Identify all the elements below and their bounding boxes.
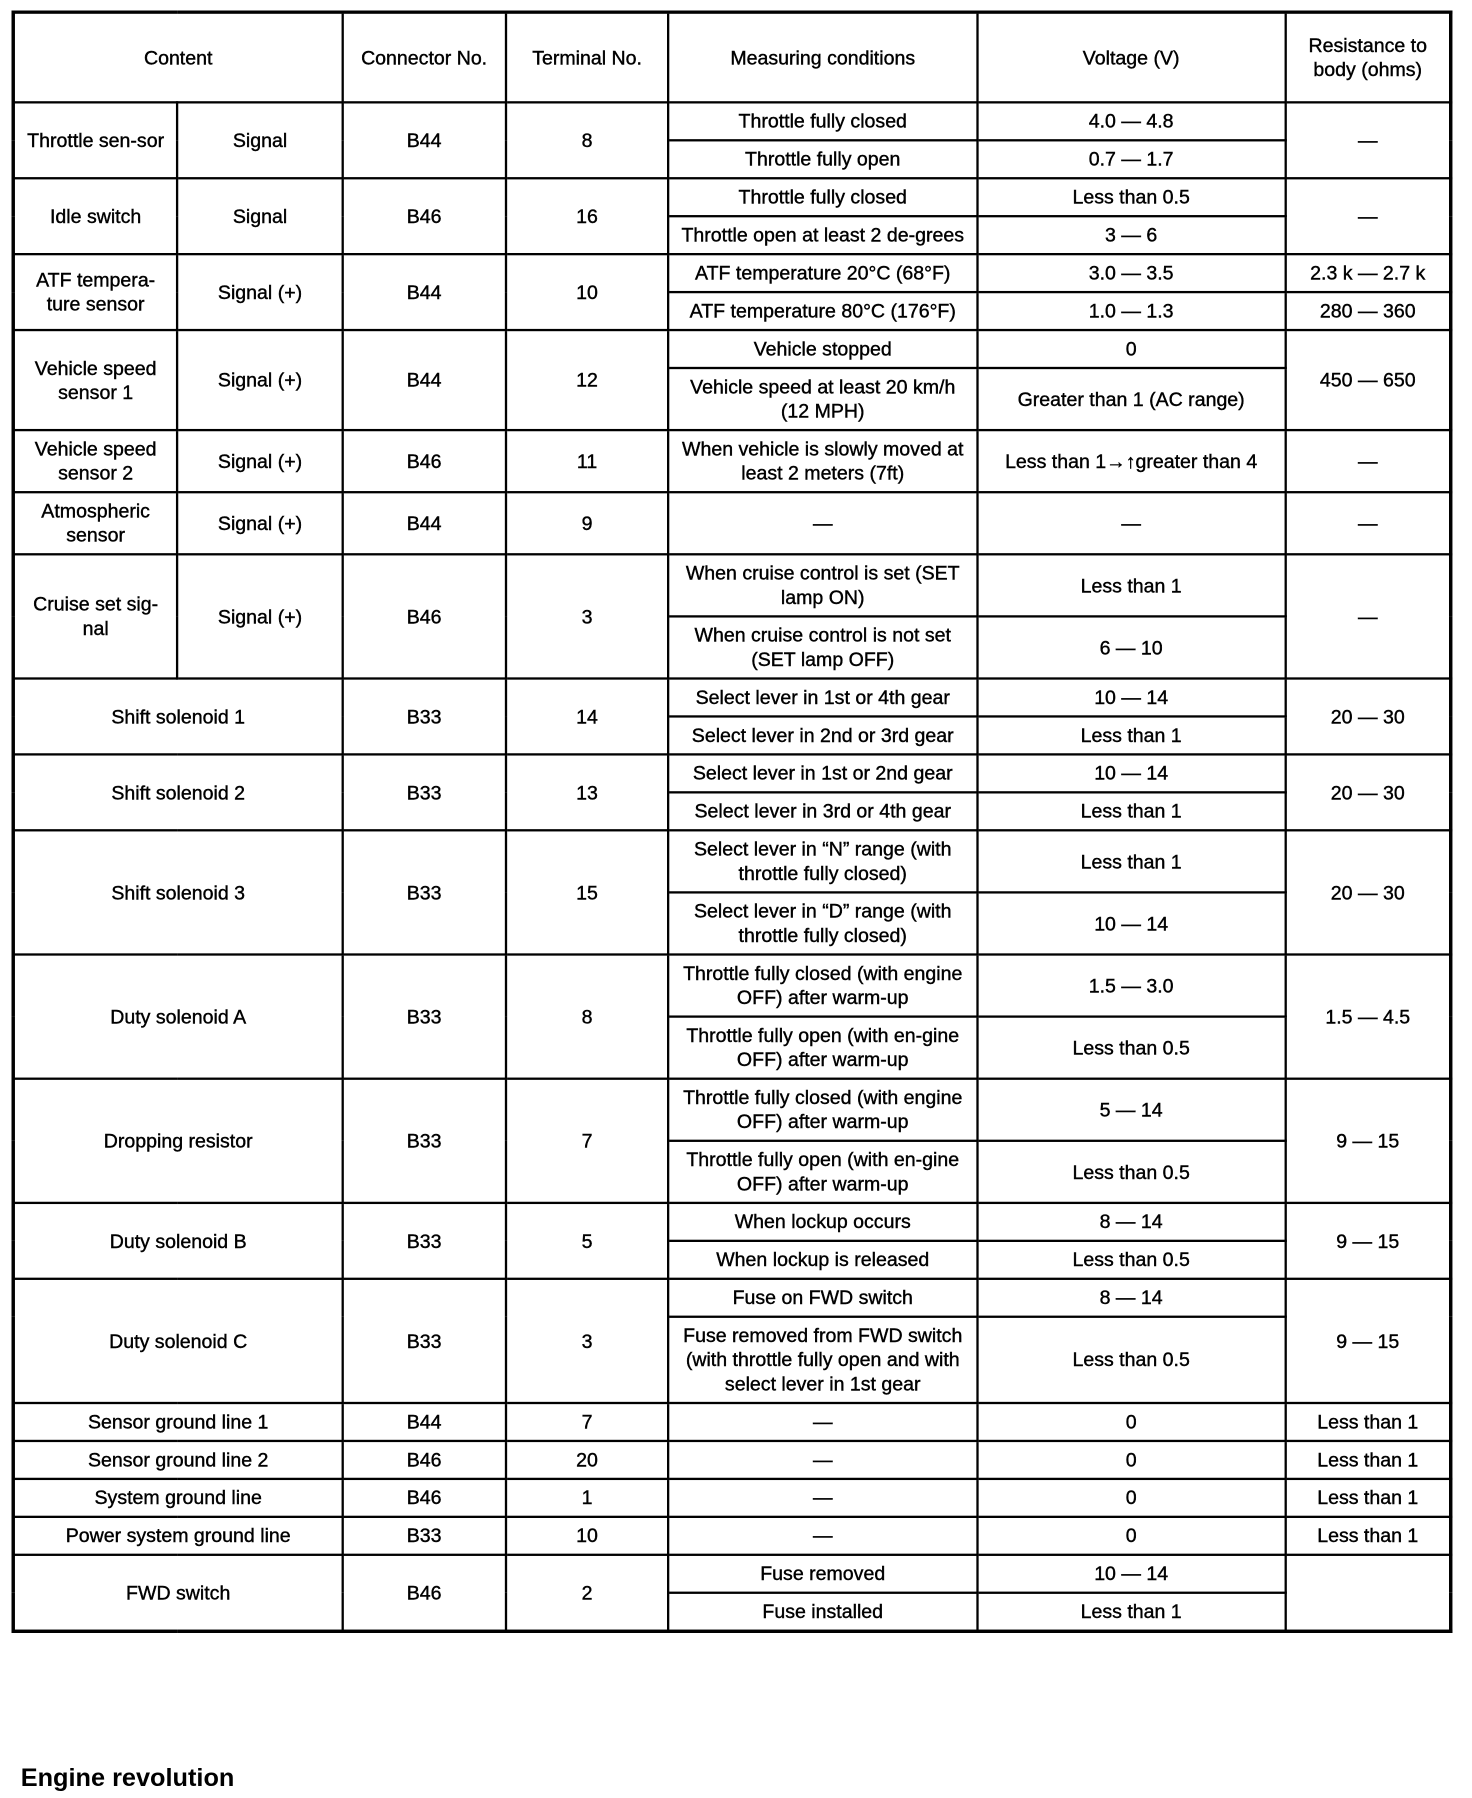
- condition-cell: When lockup occurs: [669, 1203, 977, 1241]
- condition-cell: ATF temperature 20°C (68°F): [669, 254, 977, 292]
- terminal-cell: 7: [506, 1079, 669, 1203]
- resistance-cell: 9 — 15: [1285, 1079, 1450, 1203]
- content-cell: Atmospheric sensor: [13, 492, 177, 554]
- table-row: [13, 330, 1451, 368]
- voltage-cell: Less than 0.5: [977, 178, 1285, 216]
- condition-cell: Fuse removed: [669, 1555, 977, 1593]
- content-cell: Idle switch: [13, 178, 177, 254]
- content-cell: Throttle sen-sor: [13, 102, 177, 178]
- terminal-cell: 8: [506, 102, 669, 178]
- condition-cell: Throttle fully closed: [669, 178, 977, 216]
- resistance-cell: —: [1285, 554, 1450, 678]
- resistance-cell: 20 — 30: [1285, 754, 1450, 830]
- table-row: [13, 254, 1451, 292]
- condition-cell: —: [669, 1479, 977, 1517]
- content-cell: Shift solenoid 1: [13, 679, 342, 755]
- signal-type-cell: Signal: [177, 102, 342, 178]
- signal-type-cell: Signal (+): [177, 492, 342, 554]
- voltage-cell: Less than 0.5: [977, 1317, 1285, 1403]
- table-row: [13, 178, 1451, 216]
- connector-cell: B33: [343, 1279, 506, 1403]
- content-cell: Power system ground line: [13, 1517, 342, 1555]
- connector-cell: B33: [343, 679, 506, 755]
- signal-type-cell: Signal (+): [177, 254, 342, 330]
- voltage-cell: Less than 1: [977, 792, 1285, 830]
- condition-cell: Select lever in 1st or 4th gear: [669, 679, 977, 717]
- voltage-cell: 0.7 — 1.7: [977, 140, 1285, 178]
- voltage-cell: 0: [977, 1441, 1285, 1479]
- condition-cell: Fuse on FWD switch: [669, 1279, 977, 1317]
- connector-cell: B33: [343, 830, 506, 954]
- condition-cell: Select lever in “D” range (with throttle fully closed): [669, 892, 977, 954]
- connector-cell: B33: [343, 1203, 506, 1279]
- terminal-cell: 5: [506, 1203, 669, 1279]
- table-row: [13, 1517, 1451, 1555]
- condition-cell: Select lever in 3rd or 4th gear: [669, 792, 977, 830]
- resistance-cell: —: [1285, 430, 1450, 492]
- content-cell: Shift solenoid 2: [13, 754, 342, 830]
- terminal-cell: 11: [506, 430, 669, 492]
- connector-cell: B33: [343, 754, 506, 830]
- condition-cell: Throttle fully open (with en-gine OFF) after warm-up: [669, 1017, 977, 1079]
- signal-type-cell: Signal: [177, 178, 342, 254]
- voltage-cell: 0: [977, 330, 1285, 368]
- voltage-cell: 0: [977, 1479, 1285, 1517]
- condition-cell: Throttle fully closed (with engine OFF) after warm-up: [669, 1079, 977, 1141]
- connector-cell: B46: [343, 554, 506, 678]
- resistance-cell: 9 — 15: [1285, 1279, 1450, 1403]
- condition-cell: Fuse removed from FWD switch (with throttle fully open and with select lever in 1st gear: [669, 1317, 977, 1403]
- content-cell: Vehicle speed sensor 2: [13, 430, 177, 492]
- table-row: [13, 1555, 1451, 1593]
- terminal-cell: 3: [506, 1279, 669, 1403]
- voltage-cell: 10 — 14: [977, 892, 1285, 954]
- connector-cell: B44: [343, 254, 506, 330]
- voltage-cell: Less than 0.5: [977, 1017, 1285, 1079]
- condition-cell: Throttle fully closed: [669, 102, 977, 140]
- voltage-cell: 1.5 — 3.0: [977, 955, 1285, 1017]
- condition-cell: When lockup is released: [669, 1241, 977, 1279]
- signal-type-cell: Signal (+): [177, 430, 342, 492]
- content-cell: ATF tempera-ture sensor: [13, 254, 177, 330]
- table-row: [13, 1079, 1451, 1141]
- content-cell: Sensor ground line 2: [13, 1441, 342, 1479]
- terminal-cell: 15: [506, 830, 669, 954]
- voltage-cell: —: [977, 492, 1285, 554]
- voltage-cell: 4.0 — 4.8: [977, 102, 1285, 140]
- voltage-cell: 0: [977, 1403, 1285, 1441]
- terminal-cell: 1: [506, 1479, 669, 1517]
- resistance-cell: 20 — 30: [1285, 679, 1450, 755]
- table-row: [13, 830, 1451, 892]
- connector-cell: B46: [343, 1555, 506, 1631]
- table-row: [13, 1441, 1451, 1479]
- voltage-cell: Less than 1: [977, 830, 1285, 892]
- condition-cell: —: [669, 1403, 977, 1441]
- table-row: [13, 492, 1451, 554]
- table-row: [13, 1403, 1451, 1441]
- condition-cell: When cruise control is not set (SET lamp OFF): [669, 616, 977, 678]
- condition-cell: Vehicle speed at least 20 km/h (12 MPH): [669, 368, 977, 430]
- table-row: [13, 1279, 1451, 1317]
- content-cell: Duty solenoid C: [13, 1279, 342, 1403]
- voltage-cell: 10 — 14: [977, 679, 1285, 717]
- resistance-cell: 1.5 — 4.5: [1285, 955, 1450, 1079]
- resistance-cell: Less than 1: [1285, 1517, 1450, 1555]
- header-conditions: Measuring conditions: [669, 12, 977, 102]
- terminal-cell: 8: [506, 955, 669, 1079]
- condition-cell: When cruise control is set (SET lamp ON): [669, 554, 977, 616]
- voltage-cell: Greater than 1 (AC range): [977, 368, 1285, 430]
- terminal-cell: 10: [506, 1517, 669, 1555]
- condition-cell: Throttle fully closed (with engine OFF) after warm-up: [669, 955, 977, 1017]
- connector-cell: B46: [343, 1441, 506, 1479]
- table-body: [13, 102, 1451, 1631]
- resistance-cell: 20 — 30: [1285, 830, 1450, 954]
- voltage-cell: 0: [977, 1517, 1285, 1555]
- voltage-cell: 8 — 14: [977, 1279, 1285, 1317]
- content-cell: Cruise set sig-nal: [13, 554, 177, 678]
- condition-cell: Fuse installed: [669, 1593, 977, 1632]
- condition-cell: —: [669, 1517, 977, 1555]
- content-cell: Duty solenoid B: [13, 1203, 342, 1279]
- table-row: [13, 1479, 1451, 1517]
- header-resistance: Resistance to body (ohms): [1285, 12, 1450, 102]
- content-cell: Shift solenoid 3: [13, 830, 342, 954]
- resistance-cell: Less than 1: [1285, 1479, 1450, 1517]
- voltage-cell: 3 — 6: [977, 216, 1285, 254]
- condition-cell: Throttle fully open (with en-gine OFF) after warm-up: [669, 1141, 977, 1203]
- section-caption: Engine revolution: [20, 1762, 235, 1792]
- connector-cell: B44: [343, 330, 506, 430]
- resistance-cell: [1285, 1555, 1450, 1631]
- condition-cell: —: [669, 492, 977, 554]
- resistance-cell: 450 — 650: [1285, 330, 1450, 430]
- header-content: Content: [13, 12, 342, 102]
- condition-cell: Vehicle stopped: [669, 330, 977, 368]
- voltage-cell: Less than 1: [977, 716, 1285, 754]
- terminal-cell: 20: [506, 1441, 669, 1479]
- terminal-cell: 13: [506, 754, 669, 830]
- table-row: [13, 1203, 1451, 1241]
- terminal-cell: 10: [506, 254, 669, 330]
- terminal-cell: 9: [506, 492, 669, 554]
- condition-cell: Throttle fully open: [669, 140, 977, 178]
- connector-cell: B44: [343, 102, 506, 178]
- condition-cell: Select lever in 2nd or 3rd gear: [669, 716, 977, 754]
- ecu-terminal-spec-table: [12, 10, 1453, 1633]
- voltage-cell: 10 — 14: [977, 754, 1285, 792]
- condition-cell: Select lever in 1st or 2nd gear: [669, 754, 977, 792]
- resistance-cell: —: [1285, 178, 1450, 254]
- table-row: [13, 679, 1451, 717]
- voltage-cell: 8 — 14: [977, 1203, 1285, 1241]
- voltage-cell: Less than 1→↑greater than 4: [977, 430, 1285, 492]
- voltage-cell: 6 — 10: [977, 616, 1285, 678]
- terminal-cell: 2: [506, 1555, 669, 1631]
- condition-cell: ATF temperature 80°C (176°F): [669, 292, 977, 330]
- signal-type-cell: Signal (+): [177, 554, 342, 678]
- resistance-cell: 9 — 15: [1285, 1203, 1450, 1279]
- condition-cell: Select lever in “N” range (with throttle fully closed): [669, 830, 977, 892]
- terminal-cell: 3: [506, 554, 669, 678]
- content-cell: Duty solenoid A: [13, 955, 342, 1079]
- condition-cell: When vehicle is slowly moved at least 2 meters (7ft): [669, 430, 977, 492]
- connector-cell: B44: [343, 1403, 506, 1441]
- header-connector: Connector No.: [343, 12, 506, 102]
- terminal-cell: 12: [506, 330, 669, 430]
- connector-cell: B33: [343, 1079, 506, 1203]
- connector-cell: B33: [343, 1517, 506, 1555]
- header-terminal: Terminal No.: [506, 12, 669, 102]
- terminal-cell: 7: [506, 1403, 669, 1441]
- resistance-cell: —: [1285, 492, 1450, 554]
- voltage-cell: 10 — 14: [977, 1555, 1285, 1593]
- resistance-cell: 2.3 k — 2.7 k: [1285, 254, 1450, 292]
- connector-cell: B46: [343, 1479, 506, 1517]
- voltage-cell: Less than 1: [977, 554, 1285, 616]
- content-cell: Dropping resistor: [13, 1079, 342, 1203]
- terminal-cell: 16: [506, 178, 669, 254]
- connector-cell: B33: [343, 955, 506, 1079]
- voltage-cell: Less than 0.5: [977, 1241, 1285, 1279]
- connector-cell: B44: [343, 492, 506, 554]
- voltage-cell: 3.0 — 3.5: [977, 254, 1285, 292]
- content-cell: Vehicle speed sensor 1: [13, 330, 177, 430]
- resistance-cell: —: [1285, 102, 1450, 178]
- table-row: [13, 754, 1451, 792]
- terminal-cell: 14: [506, 679, 669, 755]
- condition-cell: —: [669, 1441, 977, 1479]
- header-voltage: Voltage (V): [977, 12, 1285, 102]
- table-row: [13, 102, 1451, 140]
- connector-cell: B46: [343, 430, 506, 492]
- voltage-cell: 1.0 — 1.3: [977, 292, 1285, 330]
- voltage-cell: Less than 0.5: [977, 1141, 1285, 1203]
- voltage-cell: 5 — 14: [977, 1079, 1285, 1141]
- table-header-row: [13, 12, 1451, 102]
- resistance-cell: Less than 1: [1285, 1441, 1450, 1479]
- content-cell: FWD switch: [13, 1555, 342, 1631]
- content-cell: System ground line: [13, 1479, 342, 1517]
- table-row: [13, 430, 1451, 492]
- table-row: [13, 955, 1451, 1017]
- resistance-cell: Less than 1: [1285, 1403, 1450, 1441]
- table-row: [13, 554, 1451, 616]
- signal-type-cell: Signal (+): [177, 330, 342, 430]
- connector-cell: B46: [343, 178, 506, 254]
- content-cell: Sensor ground line 1: [13, 1403, 342, 1441]
- condition-cell: Throttle open at least 2 de-grees: [669, 216, 977, 254]
- resistance-cell: 280 — 360: [1285, 292, 1450, 330]
- voltage-cell: Less than 1: [977, 1593, 1285, 1632]
